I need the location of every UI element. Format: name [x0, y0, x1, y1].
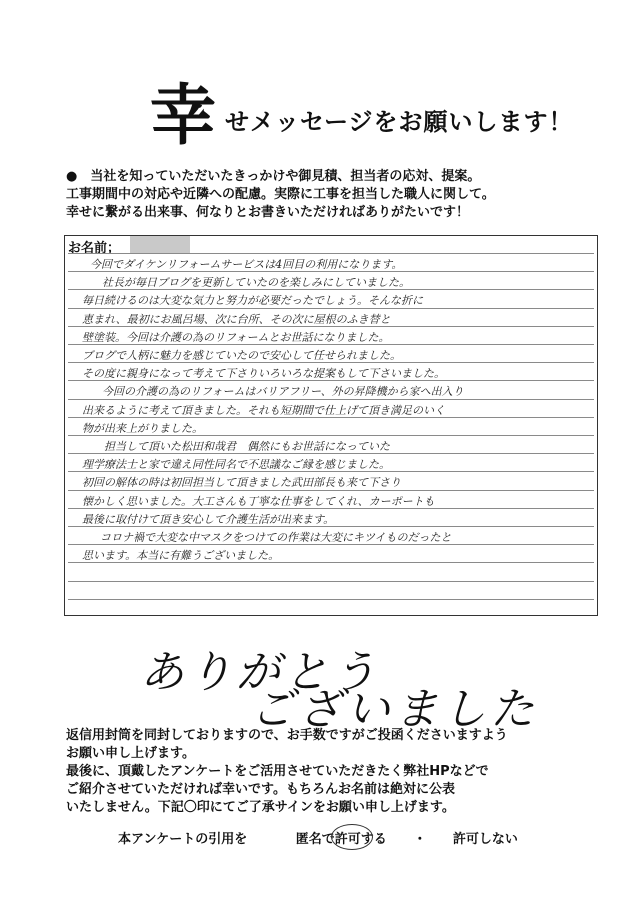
closing-line: ご紹介させていただければ幸いです。もちろんお名前は絶対に公表 [66, 782, 455, 797]
handwritten-line: 社長が毎日ブログを更新していたのを楽しみにしていました。 [102, 276, 410, 290]
option-deny[interactable]: 許可しない [452, 832, 518, 847]
thanks-line-1: ありがとう [140, 647, 380, 698]
page-title: せメッセージをお願いします！ [225, 107, 574, 136]
option-separator: ・ [413, 832, 427, 847]
consent-prefix: 本アンケートの引用を [118, 832, 248, 847]
handwritten-line: 今回の介護の為のリフォームはバリアフリー、外の昇降機から家へ出入り [102, 385, 464, 399]
thanks-line-2: ございました [250, 684, 538, 735]
closing-line: 最後に、頂戴したアンケートをご活用させていただきたく弊社HPなどで [66, 764, 489, 779]
handwritten-line: 懐かしく思いました。大工さんも丁寧な仕事をしてくれ、カーポートも [82, 494, 435, 508]
name-label: お名前； [68, 241, 121, 256]
allow-circled-text: 許可 [334, 832, 361, 847]
handwritten-line: 理学療法士と家で違え同性同名で不思議なご縁を感じました。 [82, 458, 390, 472]
allow-circled-word [335, 828, 361, 847]
handwritten-line: 毎日続けるのは大変な気力と努力が必要だったでしょう。そんな折に [82, 294, 423, 308]
closing-note [66, 727, 626, 817]
closing-line: お願い申し上げます。 [66, 746, 195, 761]
handwritten-line: 担当して頂いた松田和哉君 偶然にもお世話になっていた [104, 440, 390, 453]
consent-row [118, 828, 518, 847]
intro-line: ● 当社を知っていただいたきっかけや御見積、担当者の応対、提案。 [66, 169, 481, 184]
closing-line: 返信用封筒を同封しておりますので、お手数ですがご投函くださいますよう [66, 728, 508, 743]
handwritten-line: 思います。本当に有難うございました。 [82, 549, 280, 563]
handwritten-line: コロナ禍で大変な中マスクをつけての作業は大変にキツイものだったと [100, 531, 452, 544]
handwritten-line: 出来るように考えて頂きました。それも短期間で仕上げて頂き満足のいく [82, 403, 445, 417]
handwritten-line: 恵まれ、最初にお風呂場、次に台所、その次に屋根のふき替と [82, 312, 391, 326]
handwritten-line: 物が出来上がりました。 [82, 421, 203, 435]
intro-line: 工事期間中の対応や近隣への配慮。実際に工事を担当した職人に関して。 [66, 187, 495, 202]
handwritten-line: 今回でダイケンリフォームサービスは4回目の利用になります。 [90, 258, 403, 271]
intro-instructions [66, 168, 606, 222]
allow-anonymous-pre: 匿名で [295, 832, 335, 847]
ruled-line [68, 581, 594, 582]
handwritten-line: 最後に取付けて頂き安心して介護生活が出来ます。 [82, 512, 335, 526]
happiness-kanji-logo: 幸 [150, 76, 216, 154]
intro-line: 幸せに繋がる出来事、何なりとお書きいただければありがたいです！ [66, 205, 470, 220]
ruled-line [68, 599, 594, 600]
selection-circle [331, 824, 373, 850]
name-redacted [130, 236, 190, 254]
handwritten-line: 壁塗装。今回は介護の為のリフォームとお世話になりました。 [82, 330, 390, 344]
allow-anonymous-post: する [360, 832, 387, 847]
handwritten-line: ブログで人柄に魅力を感じていたので安心して任せられました。 [82, 349, 401, 362]
closing-line: いたしません。下記〇印にてご了承サインをお願い申し上げます。 [66, 800, 455, 815]
handwritten-line: 初回の解体の時は初回担当して頂きました武田部長も来て下さり [82, 476, 401, 490]
option-allow-anonymous[interactable] [296, 828, 387, 847]
handwritten-line: その度に親身になって考えて下さりいろいろな提案もして下さいました。 [82, 367, 445, 381]
ruled-line [68, 253, 594, 254]
